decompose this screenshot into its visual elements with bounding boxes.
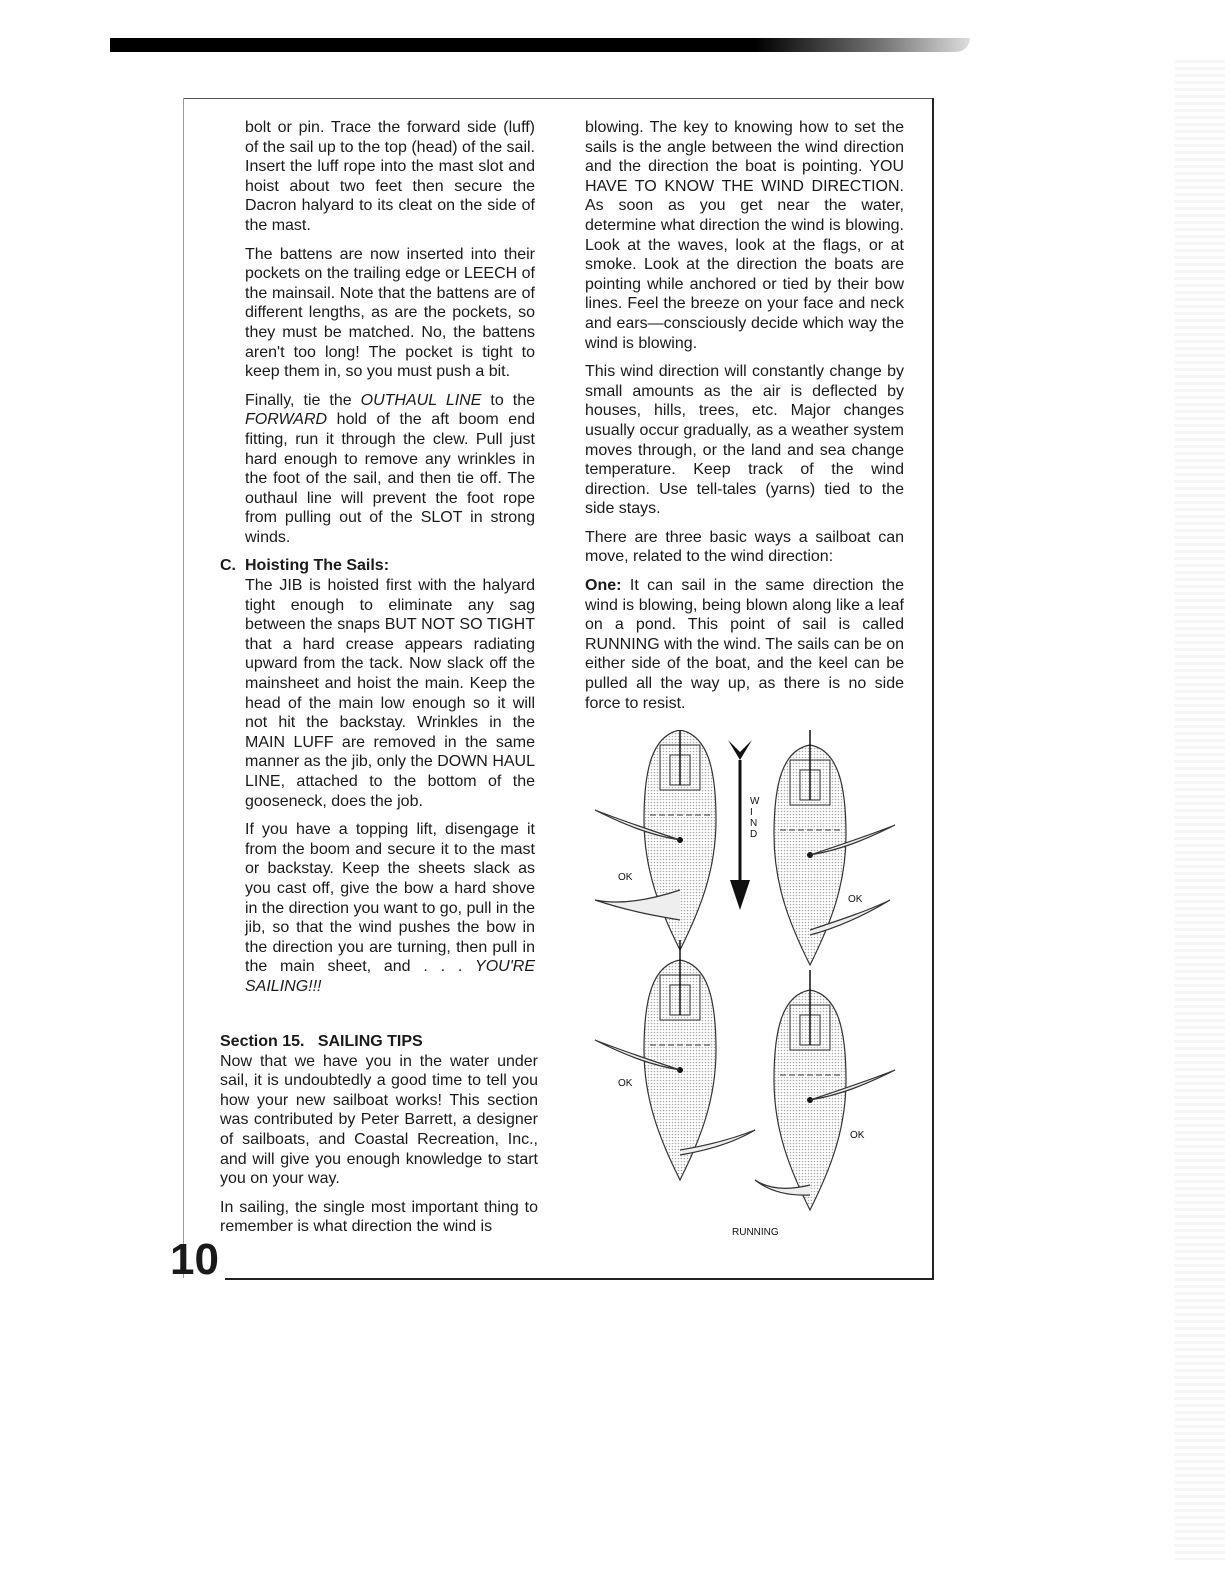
paragraph: There are three basic ways a sailboat can move, related to the wind direction: — [585, 528, 904, 566]
wind-arrow — [728, 740, 752, 910]
ok-label: OK — [618, 1078, 633, 1089]
text-run: Finally, tie the — [245, 391, 361, 409]
boat-diagram — [595, 730, 716, 950]
paragraph — [245, 820, 535, 996]
ok-label: OK — [848, 894, 863, 905]
frame-top-line — [183, 98, 933, 99]
frame-left-line — [183, 98, 184, 1278]
left-column — [220, 118, 536, 1006]
running-diagram-svg — [580, 730, 920, 1250]
page-number: 10 — [170, 1235, 219, 1284]
wind-letters — [750, 796, 760, 840]
paragraph: blowing. The key to knowing how to set the sails is the angle between the wind direction and the direction the boat is pointing. YOU HAVE TO KNOW THE WIND DIRECTION. As soon as you get near the water, determine what direction the wind is blowing. Look at the waves, look at the flags, or at smoke. Look at the direction the boats are pointing while anchored or tied by their bow lines. Feel the breeze on your face and neck and ears—consciously decide which way the wind is blowing. — [585, 119, 904, 352]
boat-diagram — [755, 970, 895, 1210]
paragraph: The JIB is hoisted first with the halyard tight enough to eliminate any sag between the snaps BUT NOT SO TIGHT that a hard crease appears radiating upward from the tack. Now slack off the mainsheet and hoist the main. Keep the head of the main low enough so it will not hit the backstay. Wrinkles in the MAIN LUFF are removed in the same manner as the jib, only the DOWN HAUL LINE, attached to the bottom of the gooseneck, does the job. — [245, 577, 535, 810]
paragraph — [245, 391, 535, 548]
text-run-bold: One: — [585, 577, 622, 595]
ok-label: OK — [850, 1130, 865, 1141]
jib-shape — [595, 890, 680, 920]
text-run: It can sail in the same direction the wind is blowing, being blown along like a leaf on a pond. This point of sail is called RUNNING with the wind. The sails can be on either side of the boat, and the keel can be pulled all the way up, as there is no side force to resist. — [585, 577, 904, 712]
paragraph: In sailing, the single most important thing to remember is what direction the wind is — [220, 1198, 538, 1236]
text-run-italic: YOU'RE SAILING!!! — [245, 958, 535, 995]
ok-label: OK — [618, 872, 633, 883]
paragraph: bolt or pin. Trace the forward side (luff) of the sail up to the top (head) of the sail. Insert the luff rope into the mast slot and hoist about two feet then secure the Dacron halyard to its cleat on the side of the mast. — [245, 119, 535, 234]
scan-edge-texture — [1175, 60, 1225, 1560]
text-run-italic: FORWARD — [245, 411, 328, 429]
subheading-text: Hoisting The Sails: — [245, 557, 390, 575]
paragraph: Now that we have you in the water under sail, it is undoubtedly a good time to tell you how your new sailboat works! This section was contributed by Peter Barrett, a designer of sailboats, and Coastal Recreation, Inc., and will give you enough knowledge to start you on your way. — [220, 1052, 538, 1188]
boat-diagram — [595, 940, 755, 1180]
right-column — [585, 118, 904, 722]
frame-right-line — [932, 98, 934, 1280]
wind-letter: N — [750, 818, 758, 829]
paragraph: This wind direction will constantly change by small amounts as the air is deflected by houses, hills, trees, etc. Major changes usually occur gradually, as a weather system moves through, or the land and sea change temperature. Keep track of the wind direction. Use tell-tales (yarns) tied to the side stays. — [585, 363, 904, 518]
text-run-italic: OUTHAUL LINE — [360, 391, 482, 409]
section-heading: Section 15. SAILING TIPS — [220, 1033, 423, 1050]
running-diagram — [580, 730, 920, 1250]
top-rule-bar — [110, 38, 970, 52]
paragraph: The battens are now inserted into their pockets on the trailing edge or LEECH of the mainsail. Note that the battens are of different lengths, as are the pockets, so they must be matched. No, the battens aren't too long! The pocket is tight to keep them in, so you must push a bit. — [245, 245, 535, 381]
wind-letter: D — [750, 829, 758, 840]
text-run: to the — [481, 391, 536, 409]
figure-caption: RUNNING — [732, 1227, 779, 1238]
text-run: hold of the aft boom end fitting, run it through the clew. Pull just hard enough to remove any wrinkles in the foot of the sail, and then tie off. The outhaul line will prevent the foot rope from pulling out of the SLOT in strong winds. — [245, 411, 535, 546]
footer-rule — [225, 1278, 932, 1280]
subheading-letter: C. — [220, 557, 236, 575]
wind-letter: I — [750, 807, 753, 818]
boat-diagram — [774, 730, 895, 965]
text-run: If you have a topping lift, disengage it from the boom and secure it to the mast or backstay. Keep the sheets slack as you cast off, give the bow a hard shove in the direction you want to go, pull in the jib, so that the wind pushes the bow in the direction you are turning, then pull in the main sheet, and . . . — [245, 821, 535, 976]
paragraph — [585, 576, 904, 713]
subheading — [220, 556, 535, 576]
section-sailing-tips — [220, 1032, 538, 1246]
wind-letter: W — [750, 796, 760, 807]
